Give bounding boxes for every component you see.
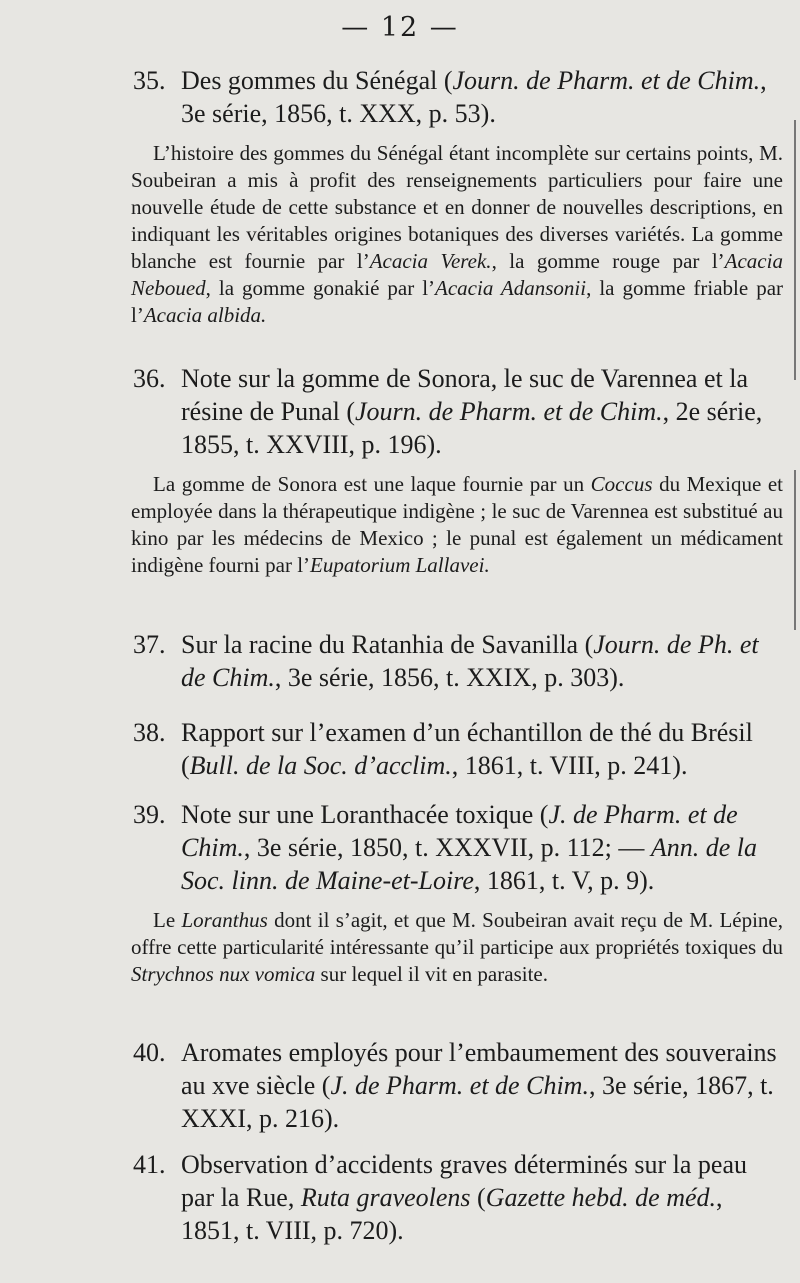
text-run: L’histoire des gommes du Sénégal étant incomplète sur certains points, M. Soubeiran a mis à profit des renseignements particuliers pour faire une nouvelle étude de cette substance et en donner de nouvelles descriptions, en indiquant les véritables origines botaniques des diverses variétés. La gomme blanche est fournie par l’ [131,141,783,273]
text-run: , la gomme rouge par l’ [491,249,725,273]
bibliography-entry-41 [133,1148,783,1247]
italic-citation-text: J. de Pharm. et de Chim. [181,800,738,862]
italic-citation-text: Ruta graveolens [300,1183,471,1212]
bibliography-entry-38 [133,716,783,782]
entry-number: 38. [133,718,166,747]
italic-citation-text: Journ. de Pharm. et de Chim. [355,397,663,426]
bibliography-entry-36 [133,362,783,579]
text-run: Rapport sur l’examen d’un échantillon de thé du Brésil ( [181,718,753,780]
entry-heading [133,64,783,130]
italic-citation-text: Journ. de Ph. et de Chim. [181,630,759,692]
entry-description [131,471,783,579]
entry-heading [133,1148,783,1247]
italic-citation-text: Acacia Adansonii [435,276,587,300]
text-run: , 1861, t. VIII, p. 241). [451,751,688,780]
entry-number: 39. [133,800,166,829]
text-run: dont il s’agit, et que M. Soubeiran avait reçu de M. Lépine, offre cette particularité intéressante qu’il participe aux propriétés toxiques du [131,908,784,959]
italic-citation-text: J. de Pharm. et de Chim. [330,1071,589,1100]
italic-citation-text: Coccus [590,472,653,496]
italic-citation-text: Acacia Verek. [369,249,492,273]
entry-description [131,140,783,329]
entry-heading [133,798,783,897]
italic-citation-text: Acacia albida. [143,303,267,327]
text-run: Note sur la gomme de Sonora, le suc de Varennea et la résine de Punal ( [181,364,748,426]
entry-number: 40. [133,1038,166,1067]
text-run: , la gomme gonakié par l’ [205,276,436,300]
entry-number: 37. [133,630,166,659]
italic-citation-text: Strychnos nux vomica [131,962,316,986]
text-run: , 3e série, 1856, t. XXX, p. 53). [181,66,767,128]
text-run: sur lequel il vit en parasite. [315,962,548,986]
italic-citation-text: Acacia Neboued [131,249,783,300]
text-run: Le [153,908,182,932]
entry-number: 36. [133,364,166,393]
entry-heading [133,716,783,782]
text-run: du Mexique et employée dans la thérapeutique indigène ; le suc de Varennea est substitué au kino par les médecins de Mexico ; le punal est également un médicament indigène fourni par l’ [131,472,783,577]
text-run: , 3e série, 1850, t. XXXVII, p. 112; — [243,833,651,862]
text-run: , 1861, t. V, p. 9). [473,866,655,895]
text-run: Des gommes du Sénégal ( [181,66,453,95]
page-number: — 12 — [341,12,459,43]
bibliography-entry-39 [133,798,783,988]
text-run: Aromates employés pour l’embaumement des souverains au xve siècle ( [181,1038,777,1100]
text-run: , 2e série, 1855, t. XXVIII, p. 196). [181,397,763,459]
text-run: ( [470,1183,486,1212]
entry-heading [133,362,783,461]
text-run: La gomme de Sonora est une laque fournie par un [153,472,591,496]
italic-citation-text: Gazette hebd. de méd. [485,1183,717,1212]
italic-citation-text: Ann. de la Soc. linn. de Maine-et-Loire [181,833,758,895]
entry-heading [133,1036,783,1135]
text-run: , 3e série, 1856, t. XXIX, p. 303). [274,663,625,692]
page-edge-shadow [794,120,796,380]
text-run: Note sur une Loranthacée toxique ( [181,800,549,829]
italic-citation-text: Bull. de la Soc. d’acclim. [189,751,452,780]
italic-citation-text: Journ. de Pharm. et de Chim. [452,66,761,95]
entry-heading [133,628,783,694]
text-run: , la gomme friable par l’ [131,276,784,327]
italic-citation-text: Eupatorium Lallavei. [310,553,490,577]
text-run: Sur la racine du Ratanhia de Savanilla ( [181,630,594,659]
page-edge-shadow [794,470,796,630]
italic-citation-text: Loranthus [181,908,268,932]
entry-number: 35. [133,66,166,95]
entry-number: 41. [133,1150,166,1179]
text-run: , 3e série, 1867, t. XXXI, p. 216). [181,1071,774,1133]
bibliography-entry-35 [133,64,783,329]
text-run: , 1851, t. VIII, p. 720). [181,1183,723,1245]
text-run: Observation d’accidents graves déterminés sur la peau par la Rue, [181,1150,748,1212]
bibliography-entry-37 [133,628,783,694]
bibliography-entry-40 [133,1036,783,1135]
entry-description [131,907,783,988]
